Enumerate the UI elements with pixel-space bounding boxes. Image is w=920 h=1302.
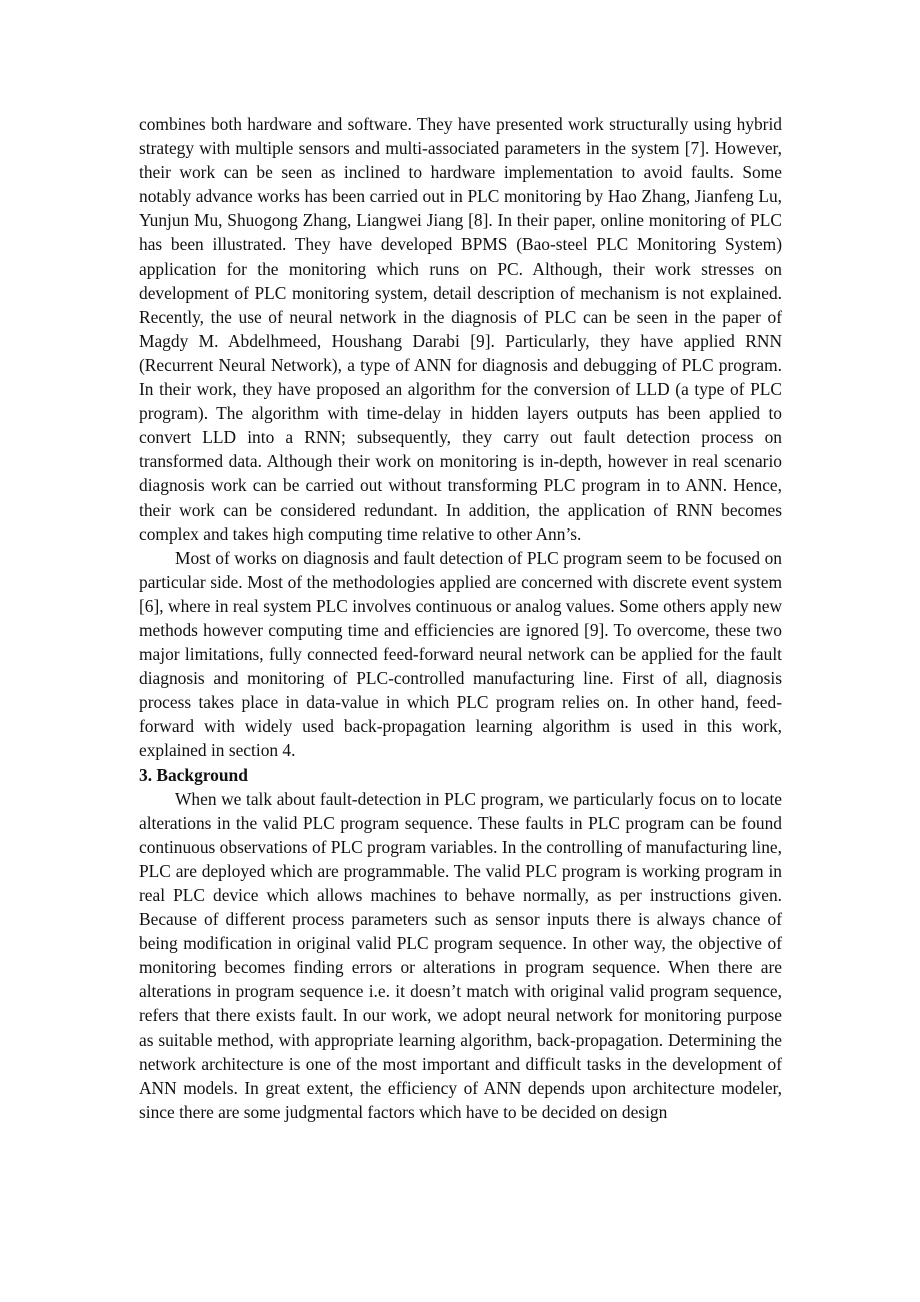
section-heading-background: 3. Background xyxy=(139,764,248,785)
paper-page xyxy=(139,112,782,1124)
paragraph-related-work: combines both hardware and software. They have presented work structurally using hybrid strategy with multiple sensors and multi-associated parameters in the system [7]. However, their work can be seen as inclined to hardware implementation to avoid faults. Some notably advance works has been carried out in PLC monitoring by Hao Zhang, Jianfeng Lu, Yunjun Mu, Shuogong Zhang, Liangwei Jiang [8]. In their paper, online monitoring of PLC has been illustrated. They have developed BPMS (Bao-steel PLC Monitoring System) application for the monitoring which runs on PC. Although, their work stresses on development of PLC monitoring system, detail description of mechanism is not explained. Recently, the use of neural network in the diagnosis of PLC can be seen in the paper of Magdy M. Abdelhmeed, Houshang Darabi [9]. Particularly, they have applied RNN (Recurrent Neural Network), a type of ANN for diagnosis and debugging of PLC program. In their work, they have proposed an algorithm for the conversion of LLD (a type of PLC program). The algorithm with time-delay in hidden layers outputs has been applied to convert LLD into a RNN; subsequently, they carry out fault detection process on transformed data. Although their work on monitoring is in-depth, however in real scenario diagnosis work can be carried out without transforming PLC program in to ANN. Hence, their work can be considered redundant. In addition, the application of RNN becomes complex and takes high computing time relative to other Ann’s. xyxy=(139,114,782,544)
paragraph-limitations: Most of works on diagnosis and fault detection of PLC program seem to be focused on particular side. Most of the methodologies applied are concerned with discrete event system [6], where in real system PLC involves continuous or analog values. Some others apply new methods however computing time and efficiencies are ignored [9]. To overcome, these two major limitations, fully connected feed-forward neural network can be applied for the fault diagnosis and monitoring of PLC-controlled manufacturing line. First of all, diagnosis process takes place in data-value in which PLC program relies on. In other hand, feed-forward with widely used back-propagation learning algorithm is used in this work, explained in section 4. xyxy=(139,547,782,761)
paragraph-background: When we talk about fault-detection in PLC program, we particularly focus on to locate alterations in the valid PLC program sequence. These faults in PLC program can be found continuous observations of PLC program variables. In the controlling of manufacturing line, PLC are deployed which are programmable. The valid PLC program is working program in real PLC device which allows machines to behave normally, as per instructions given. Because of different process parameters such as sensor inputs there is always chance of being modification in original valid PLC program sequence. In other way, the objective of monitoring becomes finding errors or alterations in program sequence. When there are alterations in program sequence i.e. it doesn’t match with original valid program sequence, refers that there exists fault. In our work, we adopt neural network for monitoring purpose as suitable method, with appropriate learning algorithm, back-propagation. Determining the network architecture is one of the most important and difficult tasks in the development of ANN models. In great extent, the efficiency of ANN depends upon architecture modeler, since there are some judgmental factors which have to be decided on design xyxy=(139,788,782,1122)
